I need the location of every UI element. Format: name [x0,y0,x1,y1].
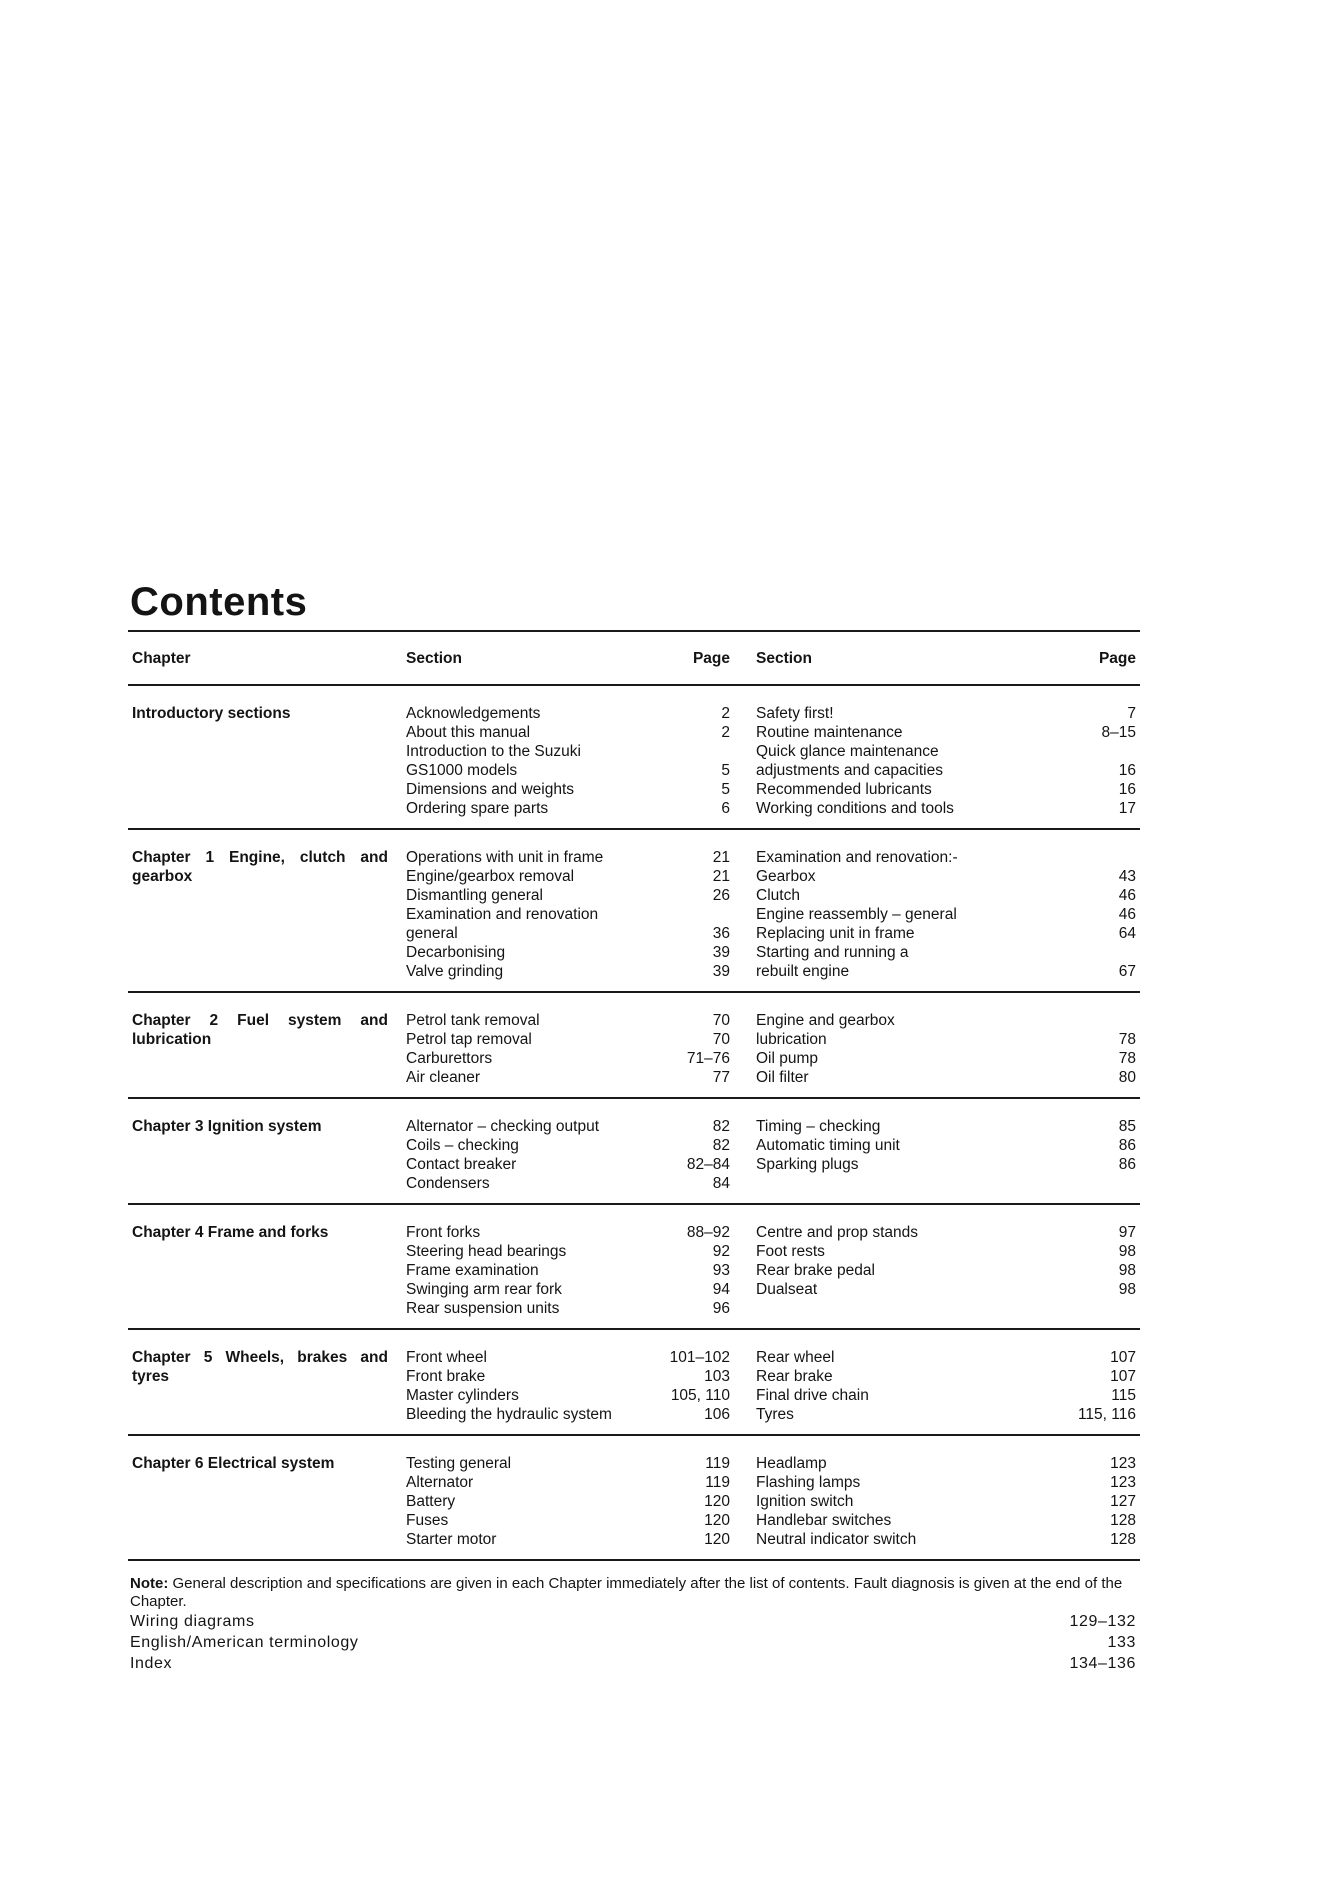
right-sections [734,1223,1034,1318]
page-number: 98 [1118,1262,1136,1279]
page-number: 94 [712,1281,730,1298]
right-pages [1034,1011,1140,1087]
page-number [638,905,730,924]
section-entry: Front forks [406,1224,481,1241]
page-number: 93 [712,1262,730,1279]
section-entry: Working conditions and tools [756,800,954,817]
page-number: 98 [1118,1243,1136,1260]
page-number: 67 [1118,963,1136,980]
page-number [1034,742,1136,761]
left-sections [406,704,638,818]
right-sections [734,848,1034,981]
extra-label: Index [130,1655,173,1672]
chapter-title: Chapter 1 Engine, clutch and gearbox [132,849,388,885]
page-number: 123 [1110,1455,1136,1472]
page-number: 85 [1118,1118,1136,1135]
page-number: 21 [712,849,730,866]
section-entry: Final drive chain [756,1387,869,1404]
page-number: 86 [1118,1137,1136,1154]
section-entry: Headlamp [756,1455,827,1472]
section-entry: Rear brake [756,1368,833,1385]
section-entry: Examination and renovation [406,906,599,923]
section-entry: Routine maintenance [756,724,903,741]
page-number: 84 [712,1175,730,1192]
section-entry: Fuses [406,1512,449,1529]
section-entry: Recommended lubricants [756,781,932,798]
section-entry: Air cleaner [406,1069,481,1086]
section-entry: Oil pump [756,1050,819,1067]
right-pages [1034,1223,1140,1318]
section-entry: Operations with unit in frame [406,849,604,866]
page-number: 2 [721,705,730,722]
page-number: 119 [705,1474,730,1491]
page-number: 86 [1118,1156,1136,1173]
page-number: 5 [721,762,730,779]
section-entry: Replacing unit in frame [756,925,915,942]
page-number [638,742,730,761]
left-pages [638,704,734,818]
page-number: 115 [1111,1387,1136,1404]
left-pages [638,1223,734,1318]
section-entry: GS1000 models [406,762,518,779]
page-number: 26 [712,887,730,904]
left-pages [638,1117,734,1193]
section-entry: Quick glance maintenance [756,743,939,760]
left-sections [406,1348,638,1424]
section-entry: Acknowledgements [406,705,541,722]
page-number: 97 [1118,1224,1136,1241]
section-entry: Alternator – checking output [406,1118,600,1135]
right-pages [1034,1117,1140,1193]
header-section-right: Section [756,650,812,667]
right-sections [734,704,1034,818]
page-number: 105, 110 [670,1387,730,1404]
section-entry: Flashing lamps [756,1474,861,1491]
chapter-title: Chapter 5 Wheels, brakes and tyres [132,1349,388,1385]
page-number: 106 [704,1406,730,1423]
chapter-group [128,1330,1140,1434]
right-pages [1034,1348,1140,1424]
note [128,1575,1140,1611]
section-entry: Foot rests [756,1243,825,1260]
page-number: 39 [712,963,730,980]
section-entry: lubrication [756,1031,827,1048]
page-title: Contents [130,580,308,624]
section-entry: Contact breaker [406,1156,517,1173]
page-number: 8–15 [1101,724,1136,741]
section-entry: Clutch [756,887,800,904]
page-number: 16 [1118,781,1136,798]
page-number: 82 [712,1137,730,1154]
page-number: 119 [705,1455,730,1472]
section-entry: Ignition switch [756,1493,854,1510]
page-number: 103 [704,1368,730,1385]
section-entry: Carburettors [406,1050,493,1067]
page-number [1034,848,1136,867]
page-number: 120 [704,1512,730,1529]
page-number: 17 [1118,800,1136,817]
right-pages [1034,848,1140,981]
chapter-title: Chapter 3 Ignition system [132,1118,322,1135]
header-page-right: Page [1098,650,1136,667]
contents-page [128,578,1140,1674]
chapter-group [128,1436,1140,1559]
page-number: 46 [1118,887,1136,904]
extra-label: Wiring diagrams [130,1613,255,1630]
section-entry: Condensers [406,1175,490,1192]
page-number: 101–102 [669,1349,730,1366]
section-entry: Engine and gearbox [756,1012,895,1029]
section-entry: Swinging arm rear fork [406,1281,562,1298]
page-number: 96 [712,1300,730,1317]
section-entry: Front brake [406,1368,486,1385]
page-number: 123 [1110,1474,1136,1491]
header-section-left: Section [406,650,462,667]
page-number: 21 [712,868,730,885]
chapter-group [128,686,1140,828]
page-number: 82 [712,1118,730,1135]
section-entry: About this manual [406,724,531,741]
section-entry: Testing general [406,1455,512,1472]
section-entry: Coils – checking [406,1137,519,1154]
section-entry: Examination and renovation:- [756,849,958,866]
section-entry: Handlebar switches [756,1512,892,1529]
extra-entries [128,1611,1140,1674]
section-entry: Engine reassembly – general [756,906,957,923]
chapter-group [128,1205,1140,1328]
section-entry: Bleeding the hydraulic system [406,1406,612,1423]
section-entry: adjustments and capacities [756,762,943,779]
section-entry: Frame examination [406,1262,539,1279]
left-sections [406,1454,638,1549]
chapter-title: Introductory sections [132,705,291,722]
section-entry: Valve grinding [406,963,504,980]
section-entry: Dimensions and weights [406,781,575,798]
page-number: 107 [1110,1349,1136,1366]
section-entry: Neutral indicator switch [756,1531,917,1548]
section-entry: Timing – checking [756,1118,881,1135]
page-number: 77 [712,1069,730,1086]
section-entry: Automatic timing unit [756,1137,900,1154]
page-number: 70 [712,1031,730,1048]
page-number [1034,943,1136,962]
section-entry: Tyres [756,1406,794,1423]
chapter-title: Chapter 4 Frame and forks [132,1224,329,1241]
left-sections [406,1223,638,1318]
section-entry: Rear wheel [756,1349,835,1366]
right-sections [734,1011,1034,1087]
left-pages [638,848,734,981]
page-number: 80 [1118,1069,1136,1086]
section-entry: rebuilt engine [756,963,850,980]
page-number: 2 [721,724,730,741]
section-entry: Front wheel [406,1349,487,1366]
section-entry: Gearbox [756,868,816,885]
extra-entry [128,1611,1140,1632]
extra-entry [128,1632,1140,1653]
section-entry: Petrol tank removal [406,1012,540,1029]
section-entry: Sparking plugs [756,1156,859,1173]
section-entry: Centre and prop stands [756,1224,918,1241]
page-number: 64 [1118,925,1136,942]
header-chapter: Chapter [132,650,191,667]
page-number: 92 [712,1243,730,1260]
left-pages [638,1454,734,1549]
section-entry: Ordering spare parts [406,800,549,817]
page-number: 36 [712,925,730,942]
right-sections [734,1348,1034,1424]
extra-entry [128,1653,1140,1674]
section-entry: general [406,925,458,942]
extra-label: English/American terminology [130,1634,359,1651]
page-number: 115, 116 [1077,1406,1136,1423]
section-entry: Engine/gearbox removal [406,868,575,885]
left-sections [406,1011,638,1087]
page-number: 127 [1110,1493,1136,1510]
page-number: 128 [1110,1512,1136,1529]
page-number: 98 [1118,1281,1136,1298]
page-number: 120 [704,1493,730,1510]
chapter-title: Chapter 6 Electrical system [132,1455,335,1472]
page-number: 5 [721,781,730,798]
page-number: 6 [721,800,730,817]
left-sections [406,1117,638,1193]
right-pages [1034,704,1140,818]
extra-page: 134–136 [1069,1655,1136,1672]
page-number: 82–84 [686,1156,730,1173]
section-entry: Safety first! [756,705,834,722]
page-number: 71–76 [686,1050,730,1067]
extra-page: 133 [1107,1634,1136,1651]
header-page-left: Page [692,650,730,667]
right-sections [734,1117,1034,1193]
section-entry: Introduction to the Suzuki [406,743,581,760]
chapter-group [128,830,1140,991]
section-entry: Oil filter [756,1069,809,1086]
extra-page: 129–132 [1069,1613,1136,1630]
section-entry: Alternator [406,1474,474,1491]
left-pages [638,1348,734,1424]
section-entry: Dismantling general [406,887,543,904]
left-sections [406,848,638,981]
chapter-group [128,1099,1140,1203]
section-entry: Starting and running a [756,944,909,961]
section-entry: Petrol tap removal [406,1031,532,1048]
chapter-group [128,993,1140,1097]
chapter-title: Chapter 2 Fuel system and lubrication [132,1012,388,1048]
section-entry: Dualseat [756,1281,818,1298]
right-pages [1034,1454,1140,1549]
section-entry: Rear brake pedal [756,1262,875,1279]
section-entry: Steering head bearings [406,1243,567,1260]
page-number: 128 [1110,1531,1136,1548]
page-number: 46 [1118,906,1136,923]
section-entry: Decarbonising [406,944,506,961]
page-number: 120 [704,1531,730,1548]
page-number: 70 [712,1012,730,1029]
page-number: 78 [1118,1050,1136,1067]
page-number [1034,1011,1136,1030]
page-number: 39 [712,944,730,961]
section-entry: Rear suspension units [406,1300,560,1317]
section-entry: Master cylinders [406,1387,519,1404]
section-entry: Starter motor [406,1531,497,1548]
left-pages [638,1011,734,1087]
page-number: 78 [1118,1031,1136,1048]
page-number: 16 [1118,762,1136,779]
page-number: 43 [1118,868,1136,885]
table-header [128,632,1140,684]
page-number: 88–92 [686,1224,730,1241]
section-entry: Battery [406,1493,456,1510]
page-number: 7 [1127,705,1136,722]
contents-table [128,686,1140,1561]
group-rule [128,1559,1140,1561]
page-number: 107 [1110,1368,1136,1385]
note-text: General description and specifications are given in each Chapter immediately after the list of contents. Fault diagnosis is given at the end of the Chapter. [130,1575,1123,1610]
note-label: Note: [130,1575,169,1592]
right-sections [734,1454,1034,1549]
